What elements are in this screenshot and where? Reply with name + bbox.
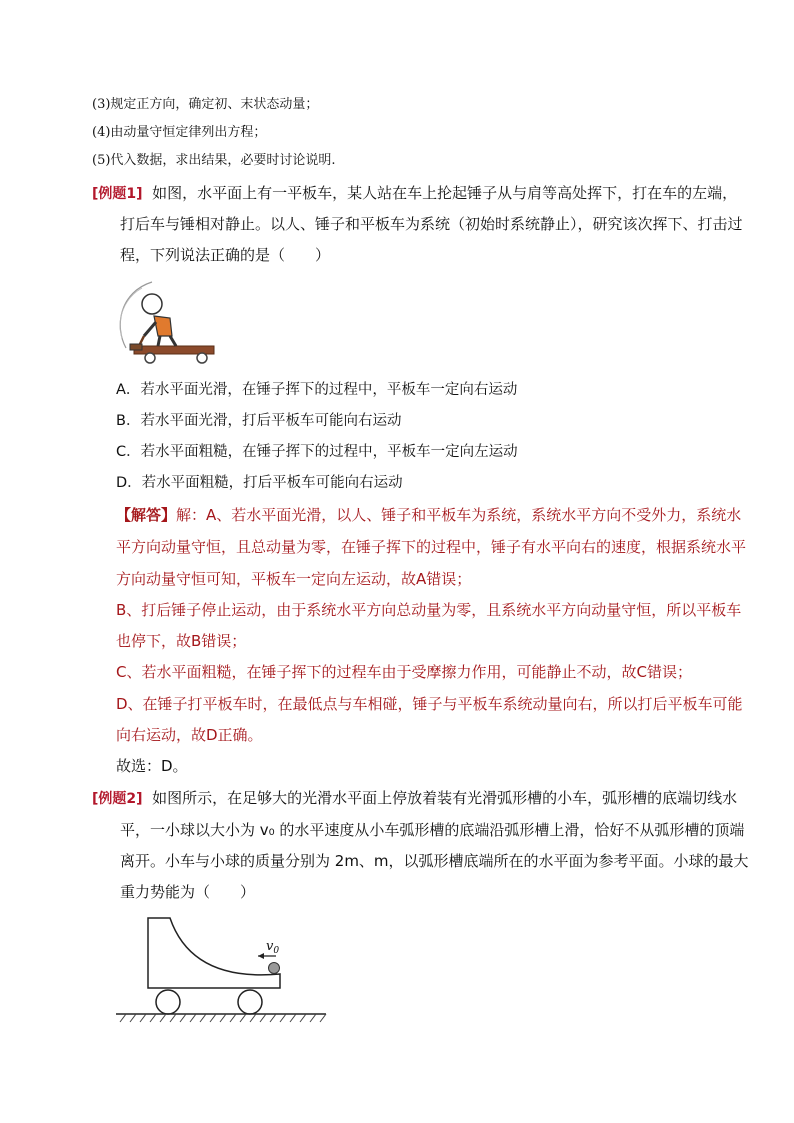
example1-stem-1: 如图，水平面上有一平板车，某人站在车上抡起锤子从与肩等高处挥下，打在车的左端，: [152, 184, 738, 202]
step-4: (4)由动量守恒定律列出方程；: [92, 125, 267, 140]
solution-line-6: C、若水平面粗糙，在锤子挥下的过程车由于受摩擦力作用，可能静止不动，故C错误；: [116, 663, 692, 681]
solution-line-2: 平方向动量守恒，且总动量为零，在锤子挥下的过程中，锤子有水平向右的速度，根据系统水平: [116, 538, 747, 556]
arc-cart-figure: [112, 908, 334, 1026]
solution-line-3: 方向动量守恒可知，平板车一定向左运动，故A错误；: [116, 570, 472, 588]
cart-wheel-left: [156, 990, 180, 1014]
step-3: (3)规定正方向，确定初、末状态动量；: [92, 97, 319, 112]
option-c: C．若水平面粗糙，在锤子挥下的过程中，平板车一定向左运动: [116, 444, 518, 460]
example2-stem-1: 如图所示，在足够大的光滑水平面上停放着装有光滑弧形槽的小车，弧形槽的底端切线水: [152, 789, 738, 807]
example2-stem-4: 重力势能为（ ）: [120, 883, 256, 901]
example1-stem-2: 打后车与锤相对静止。以人、锤子和平板车为系统（初始时系统静止），研究该次挥下、打击过: [120, 215, 743, 233]
cart-body: [148, 918, 280, 988]
example2-tag: [例题2]: [92, 791, 143, 807]
answer: 故选：D。: [116, 757, 188, 775]
option-b: B．若水平面光滑，打后平板车可能向右运动: [116, 413, 402, 429]
example2-line-1: [92, 788, 737, 809]
ball: [269, 963, 280, 974]
solution-tag: 【解答】: [116, 506, 177, 524]
hammer-cart-figure: [112, 278, 218, 368]
velocity-label: $v_0$: [266, 939, 280, 956]
solution-line-1: [116, 505, 741, 525]
step-5: (5)代入数据，求出结果，必要时讨论说明.: [92, 153, 336, 168]
solution-line-4: B、打后锤子停止运动，由于系统水平方向总动量为零，且系统水平方向动量守恒，所以平板车: [116, 601, 742, 619]
solution-line-5: 也停下，故B错误；: [116, 632, 247, 650]
example1-stem-3: 程，下列说法正确的是（ ）: [120, 246, 331, 264]
person-body: [154, 316, 172, 336]
cart-wheel: [145, 353, 155, 363]
solution-text-1: 解：A、若水平面光滑，以人、锤子和平板车为系统，系统水平方向不受外力，系统水: [176, 506, 742, 524]
hammer-head: [130, 344, 142, 350]
option-a: A．若水平面光滑，在锤子挥下的过程中，平板车一定向右运动: [116, 382, 518, 398]
person-head: [142, 294, 162, 314]
example2-stem-2: 平，一小球以大小为 v₀ 的水平速度从小车弧形槽的底端沿弧形槽上滑，恰好不从弧形槽的顶端: [120, 821, 745, 839]
example1-line-1: [92, 183, 737, 204]
ground-hatch: [120, 1014, 326, 1022]
option-d: D．若水平面粗糙，打后平板车可能向右运动: [116, 475, 403, 491]
solution-line-8: 向右运动，故D正确。: [116, 726, 263, 744]
example2-stem-3: 离开。小车与小球的质量分别为 2m、m，以弧形槽底端所在的水平面为参考平面。小球的最大: [120, 852, 749, 870]
example1-tag: [例题1]: [92, 186, 143, 202]
cart-wheel: [197, 353, 207, 363]
solution-line-7: D、在锤子打平板车时，在最低点与车相碰，锤子与平板车系统动量向右，所以打后平板车可能: [116, 695, 743, 713]
cart-wheel-right: [238, 990, 262, 1014]
